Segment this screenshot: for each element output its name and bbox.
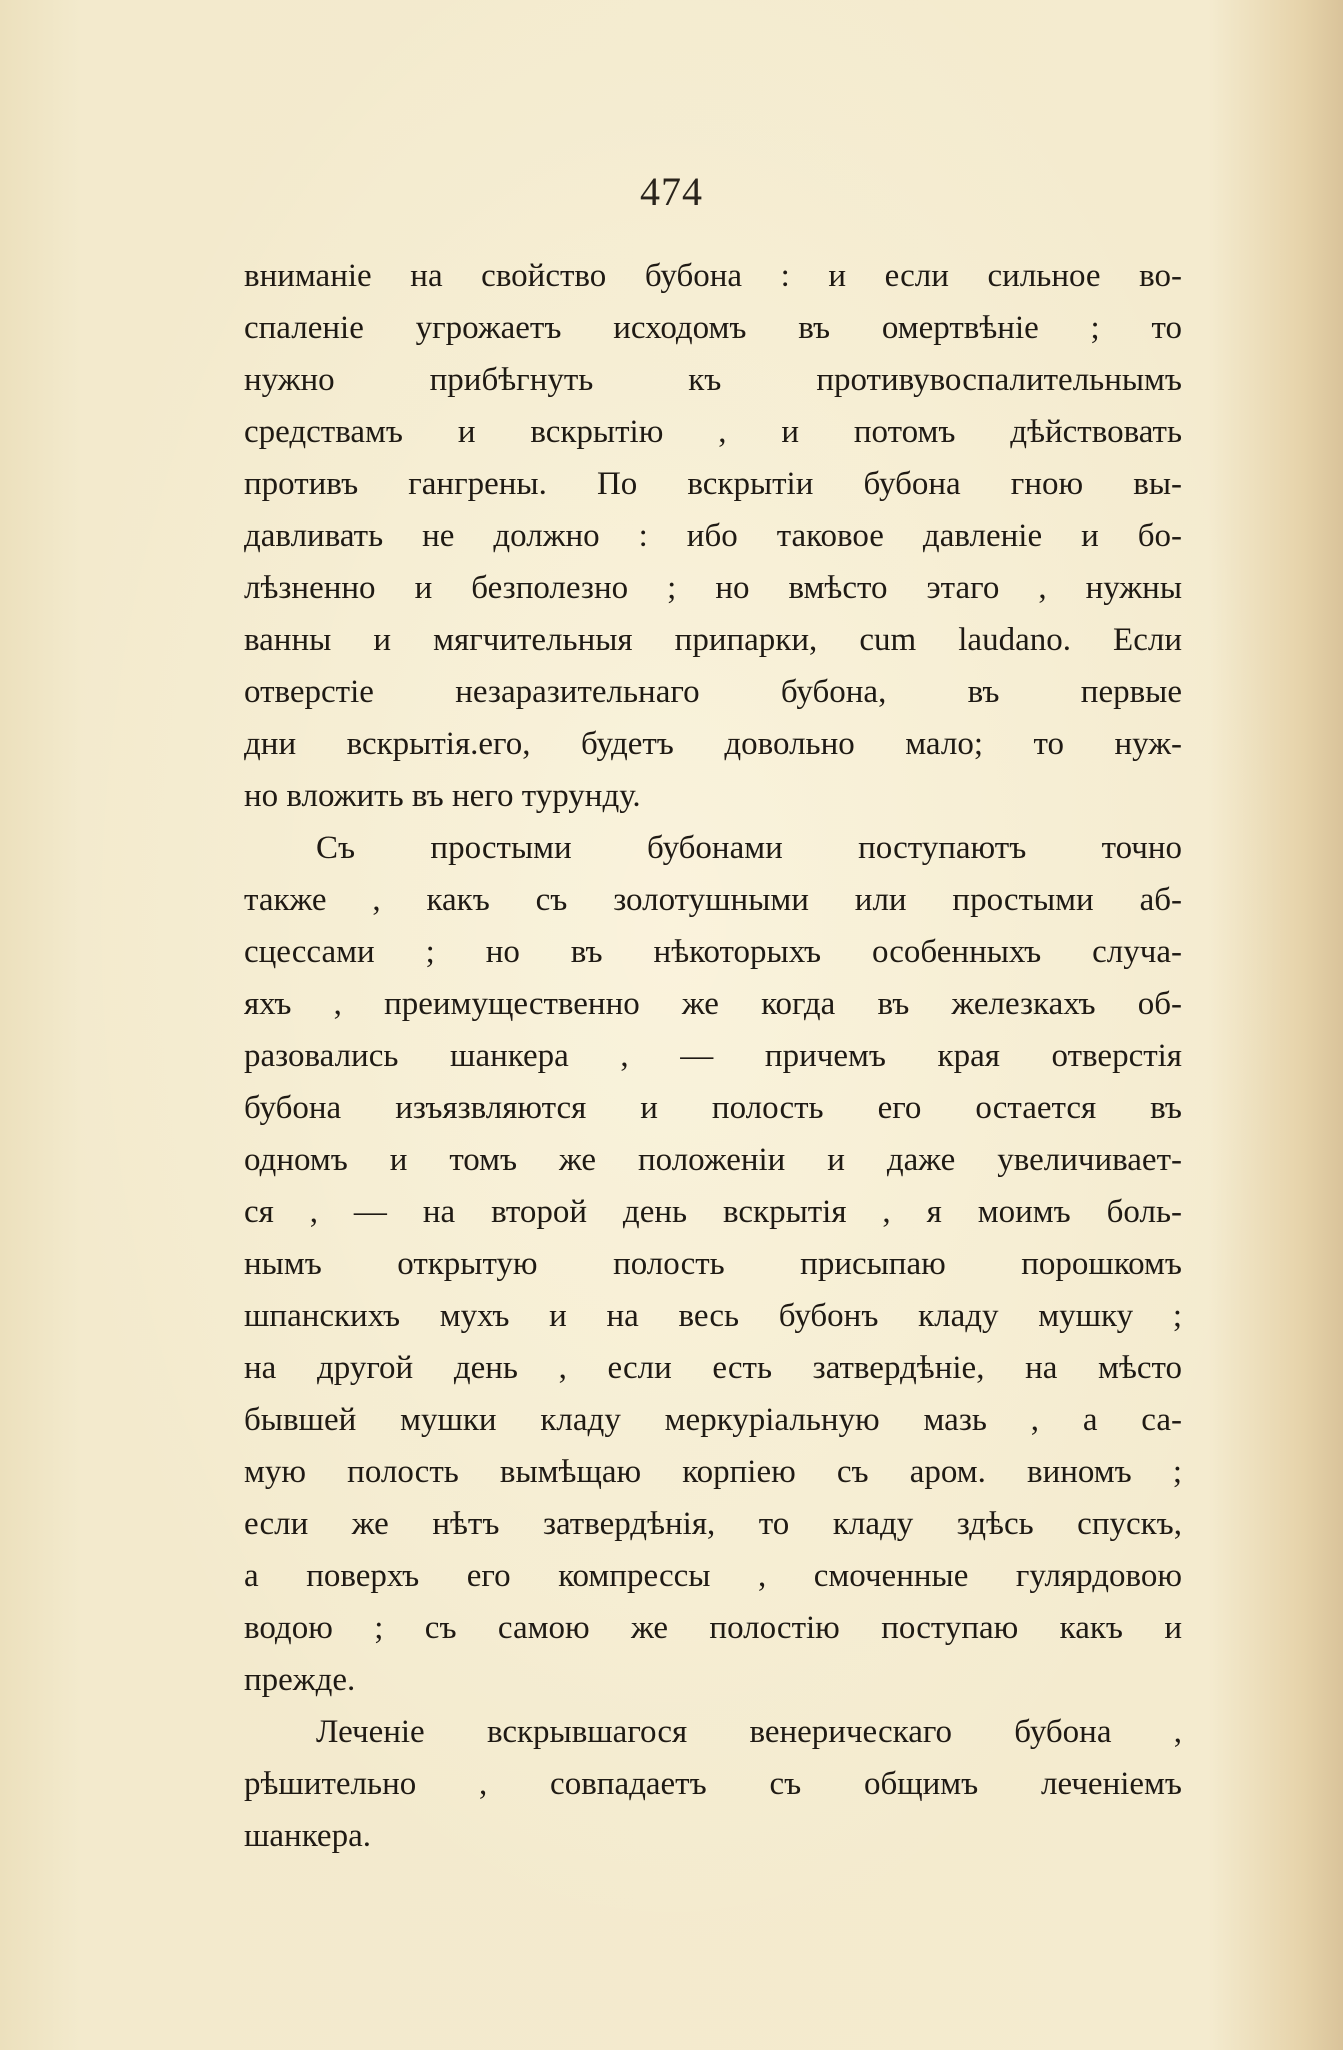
text-line: бывшей мушки кладу меркуріальную мазь , а са- bbox=[244, 1402, 1182, 1438]
text-line: мую полость вымѣщаю корпіею съ аром. виномъ ; bbox=[244, 1454, 1182, 1490]
text-line: отверстіе незаразительнаго бубона, въ первые bbox=[244, 674, 1182, 710]
text-line: спаленіе угрожаетъ исходомъ въ омертвѣніе ; то bbox=[244, 310, 1182, 346]
text-line: ванны и мягчительныя припарки, cum laudano. Если bbox=[244, 622, 1182, 658]
text-line: рѣшительно , совпадаетъ съ общимъ леченіемъ bbox=[244, 1766, 1182, 1802]
text-line: но вложить въ него турунду. bbox=[244, 778, 641, 814]
paragraph bbox=[244, 250, 1182, 822]
paragraph bbox=[244, 1706, 1182, 1862]
text-line: лѣзненно и безполезно ; но вмѣсто этаго , нужны bbox=[244, 570, 1182, 606]
text-line: яхъ , преимущественно же когда въ железкахъ об- bbox=[244, 986, 1182, 1022]
text-line: Съ простыми бубонами поступаютъ точно bbox=[316, 830, 1182, 866]
text-line: сцессами ; но въ нѣкоторыхъ особенныхъ случа- bbox=[244, 934, 1182, 970]
text-line: нужно прибѣгнуть къ противувоспалительнымъ bbox=[244, 362, 1182, 398]
text-line: а поверхъ его компрессы , смоченные гулярдовою bbox=[244, 1558, 1182, 1594]
body-text bbox=[244, 250, 1182, 1862]
text-line: одномъ и томъ же положеніи и даже увеличивает- bbox=[244, 1142, 1182, 1178]
text-line: противъ гангрены. По вскрытіи бубона гною вы- bbox=[244, 466, 1182, 502]
text-line: шанкера. bbox=[244, 1818, 371, 1854]
text-line: средствамъ и вскрытію , и потомъ дѣйствовать bbox=[244, 414, 1182, 450]
text-line: нымъ открытую полость присыпаю порошкомъ bbox=[244, 1246, 1182, 1282]
text-line: ся , — на второй день вскрытія , я моимъ боль- bbox=[244, 1194, 1182, 1230]
page-number: 474 bbox=[640, 169, 703, 214]
text-line: разовались шанкера , — причемъ края отверстія bbox=[244, 1038, 1182, 1074]
text-line: на другой день , если есть затвердѣніе, на мѣсто bbox=[244, 1350, 1182, 1386]
text-line: Леченіе вскрывшагося венерическаго бубона , bbox=[316, 1714, 1182, 1750]
text-line: вниманіе на свойство бубона : и если сильное во- bbox=[244, 258, 1182, 294]
paragraph bbox=[244, 822, 1182, 1706]
text-line: прежде. bbox=[244, 1662, 356, 1698]
text-line: шпанскихъ мухъ и на весь бубонъ кладу мушку ; bbox=[244, 1298, 1182, 1334]
text-line: водою ; съ самою же полостію поступаю какъ и bbox=[244, 1610, 1182, 1646]
text-line: дни вскрытія.его, будетъ довольно мало; то нуж- bbox=[244, 726, 1182, 762]
text-line: давливать не должно : ибо таковое давленіе и бо- bbox=[244, 518, 1182, 554]
text-line: бубона изъязвляются и полость его остается въ bbox=[244, 1090, 1182, 1126]
text-line: если же нѣтъ затвердѣнія, то кладу здѣсь спускъ, bbox=[244, 1506, 1182, 1542]
text-line: также , какъ съ золотушными или простыми аб- bbox=[244, 882, 1182, 918]
